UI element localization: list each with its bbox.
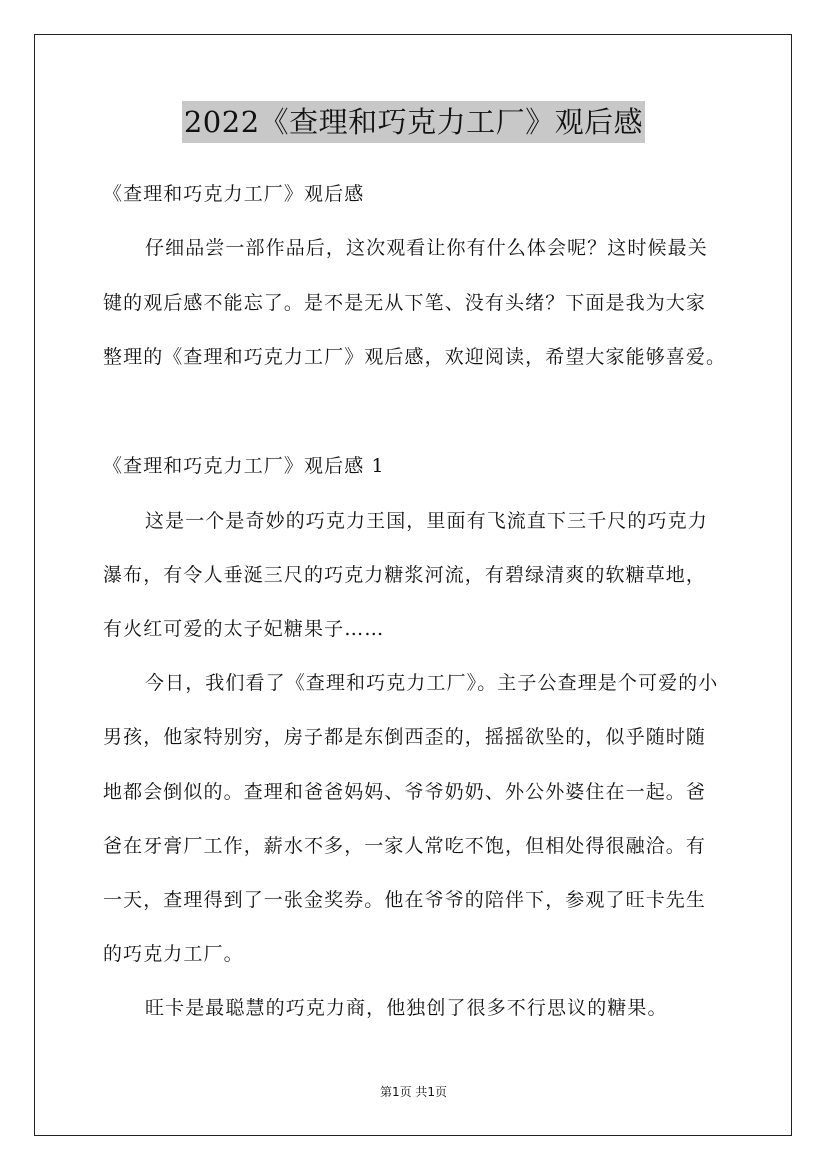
paragraph-line: 整理的《查理和巧克力工厂》观后感，欢迎阅读，希望大家能够喜爱。 bbox=[103, 346, 727, 368]
paragraph-line: 爸在牙膏厂工作，薪水不多，一家人常吃不饱，但相处得很融洽。有 bbox=[103, 835, 707, 857]
paragraph-line: 瀑布，有令人垂涎三尺的巧克力糖浆河流，有碧绿清爽的软糖草地， bbox=[103, 564, 707, 586]
page-footer: 第1页 共1页 bbox=[379, 1085, 448, 1099]
paragraph-line: 这是一个是奇妙的巧克力王国，里面有飞流直下三千尺的巧克力 bbox=[145, 510, 708, 532]
paragraph-line: 仔细品尝一部作品后，这次观看让你有什么体会呢？这时候最关 bbox=[145, 237, 708, 259]
title-container bbox=[0, 101, 827, 143]
paragraph-line: 地都会倒似的。查理和爸爸妈妈、爷爷奶奶、外公外婆住在一起。爸 bbox=[103, 781, 707, 803]
paragraph-line: 一天，查理得到了一张金奖券。他在爷爷的陪伴下，参观了旺卡先生 bbox=[103, 889, 707, 911]
paragraph-line: 有火红可爱的太子妃糖果子…… bbox=[103, 618, 385, 640]
paragraph-line: 旺卡是最聪慧的巧克力商，他独创了很多不行思议的糖果。 bbox=[145, 997, 668, 1019]
paragraph-line: 的巧克力工厂。 bbox=[103, 943, 244, 965]
document-title: 2022《查理和巧克力工厂》观后感 bbox=[182, 101, 645, 143]
paragraph-line: 男孩，他家特别穷，房子都是东倒西歪的，摇摇欲坠的，似乎随时随 bbox=[103, 726, 707, 748]
section-heading-intro: 《查理和巧克力工厂》观后感 bbox=[103, 183, 365, 205]
paragraph-line: 键的观后感不能忘了。是不是无从下笔、没有头绪？下面是我为大家 bbox=[103, 292, 707, 314]
section-heading-1: 《查理和巧克力工厂》观后感 1 bbox=[103, 455, 385, 477]
paragraph-line: 今日，我们看了《查理和巧克力工厂》。主子公查理是个可爱的小 bbox=[145, 672, 719, 694]
